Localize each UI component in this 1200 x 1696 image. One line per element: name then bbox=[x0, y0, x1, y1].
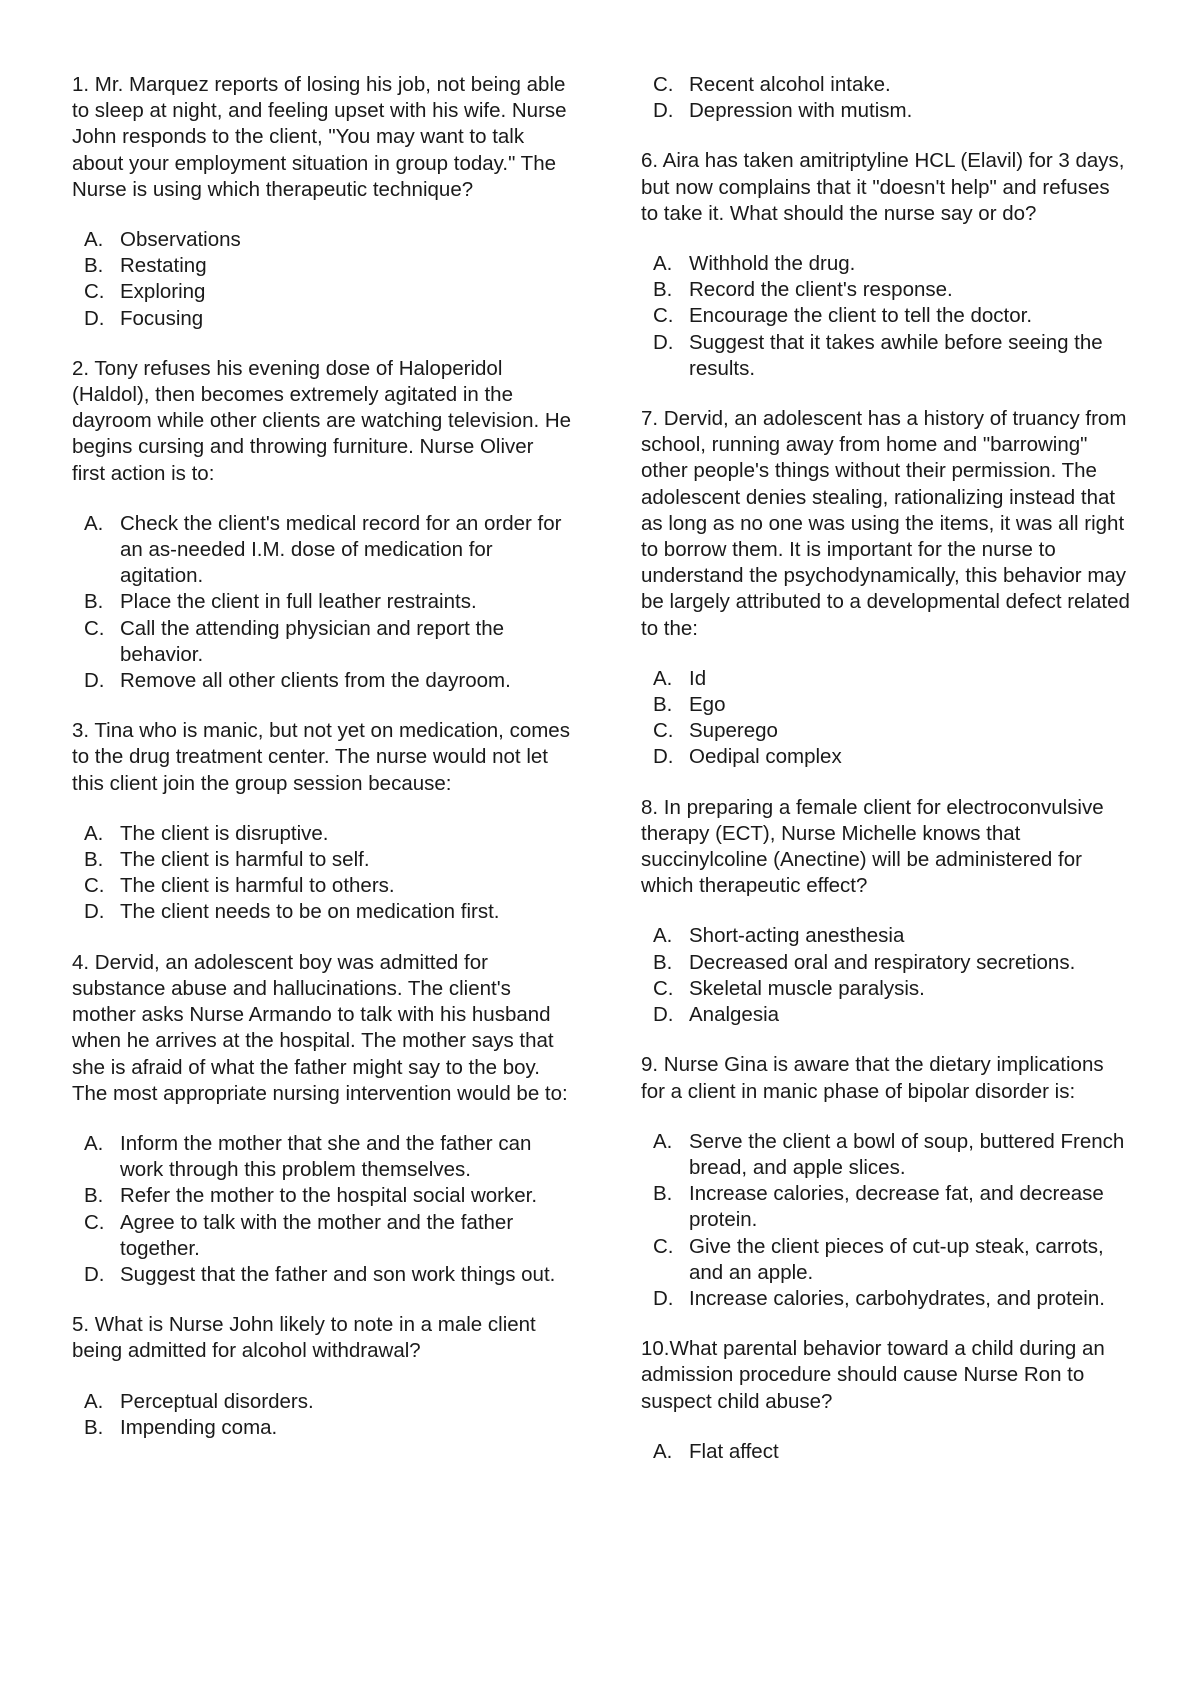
question-7 bbox=[641, 406, 1131, 771]
option-c bbox=[641, 303, 1131, 329]
option-b bbox=[641, 950, 1131, 976]
option-letter: D. bbox=[84, 669, 105, 693]
option-c bbox=[641, 1234, 1131, 1286]
option-text: Withhold the drug. bbox=[689, 252, 856, 276]
option-text: Perceptual disorders. bbox=[120, 1389, 314, 1413]
option-letter: A. bbox=[653, 924, 673, 948]
options-list bbox=[641, 251, 1131, 382]
option-text: Inform the mother that she and the father can work through this problem themselves. bbox=[120, 1131, 532, 1182]
option-text: Serve the client a bowl of soup, buttered French bread, and apple slices. bbox=[689, 1129, 1125, 1179]
option-b bbox=[72, 847, 572, 873]
option-text: The client is disruptive. bbox=[120, 821, 329, 845]
option-letter: C. bbox=[84, 874, 105, 898]
option-c bbox=[72, 873, 572, 899]
option-d bbox=[641, 330, 1131, 382]
option-letter: C. bbox=[653, 304, 674, 328]
option-text: Superego bbox=[689, 719, 778, 743]
option-a bbox=[641, 923, 1131, 949]
option-letter: A. bbox=[653, 1439, 673, 1463]
option-a bbox=[641, 666, 1131, 692]
option-letter: D. bbox=[653, 330, 674, 354]
question-stem: 3. Tina who is manic, but not yet on medication, comes to the drug treatment center. The nurse would not let this client join the group session because: bbox=[72, 719, 570, 795]
option-text: Oedipal complex bbox=[689, 745, 842, 769]
option-letter: B. bbox=[653, 693, 673, 717]
option-letter: D. bbox=[653, 99, 674, 123]
question-stem: 5. What is Nurse John likely to note in a male client being admitted for alcohol withdrawal? bbox=[72, 1313, 536, 1363]
option-text: Analgesia bbox=[689, 1003, 780, 1027]
question-10 bbox=[641, 1336, 1131, 1465]
question-3 bbox=[72, 718, 572, 925]
question-5 bbox=[72, 1312, 572, 1441]
option-letter: D. bbox=[653, 1286, 674, 1310]
option-d bbox=[72, 899, 572, 925]
option-a bbox=[72, 1131, 572, 1183]
option-d bbox=[641, 98, 1131, 124]
options-list bbox=[72, 511, 572, 694]
option-a bbox=[641, 251, 1131, 277]
option-a bbox=[72, 821, 572, 847]
option-d bbox=[641, 1002, 1131, 1028]
option-letter: B. bbox=[84, 1184, 104, 1208]
option-text: Suggest that the father and son work things out. bbox=[120, 1262, 556, 1286]
option-letter: A. bbox=[84, 821, 104, 845]
question-stem: 7. Dervid, an adolescent has a history of truancy from school, running away from home and "barrowing" other people's things without their permission. The adolescent denies stealing, rationalizing instead that as long as no one was using the items, it was all right to borrow them. It is important for the nurse to understand the psychodynamically, this behavior may be largely attributed to a developmental defect related to the: bbox=[641, 407, 1130, 640]
options-list bbox=[72, 1389, 572, 1441]
option-text: Remove all other clients from the dayroom. bbox=[120, 669, 511, 693]
option-text: Increase calories, decrease fat, and decrease protein. bbox=[689, 1182, 1104, 1232]
options-list bbox=[641, 1439, 1131, 1465]
option-text: Restating bbox=[120, 254, 207, 278]
option-b bbox=[72, 589, 572, 615]
option-letter: D. bbox=[653, 745, 674, 769]
option-letter: B. bbox=[84, 254, 104, 278]
question-8 bbox=[641, 795, 1131, 1029]
option-text: Flat affect bbox=[689, 1439, 779, 1463]
option-letter: B. bbox=[653, 1182, 673, 1206]
question-6 bbox=[641, 148, 1131, 382]
options-list bbox=[641, 1129, 1131, 1312]
option-letter: A. bbox=[84, 511, 104, 535]
option-text: Increase calories, carbohydrates, and protein. bbox=[689, 1286, 1105, 1310]
option-text: Recent alcohol intake. bbox=[689, 73, 891, 96]
option-b bbox=[72, 1415, 572, 1441]
option-letter: B. bbox=[84, 590, 104, 614]
options-list bbox=[72, 1131, 572, 1288]
option-c bbox=[72, 616, 572, 668]
option-letter: D. bbox=[84, 306, 105, 330]
option-letter: A. bbox=[84, 1131, 104, 1155]
option-letter: C. bbox=[84, 280, 105, 304]
options-list bbox=[641, 72, 1131, 124]
option-text: Short-acting anesthesia bbox=[689, 924, 905, 948]
options-list bbox=[72, 227, 572, 332]
option-text: Exploring bbox=[120, 280, 206, 304]
option-d bbox=[72, 1262, 572, 1288]
option-a bbox=[72, 227, 572, 253]
left-column bbox=[72, 72, 572, 1465]
option-text: The client is harmful to others. bbox=[120, 874, 395, 898]
option-letter: A. bbox=[653, 1129, 673, 1153]
question-4 bbox=[72, 950, 572, 1288]
option-c bbox=[72, 1210, 572, 1262]
option-c bbox=[641, 72, 1131, 98]
option-text: Skeletal muscle paralysis. bbox=[689, 976, 925, 1000]
option-b bbox=[641, 1181, 1131, 1233]
option-text: Focusing bbox=[120, 306, 204, 330]
option-b bbox=[72, 253, 572, 279]
option-text: Record the client's response. bbox=[689, 278, 953, 302]
question-stem: 1. Mr. Marquez reports of losing his job, not being able to sleep at night, and feeling upset with his wife. Nurse John responds to the client, "You may want to talk about your employment situation in group today." The Nurse is using which therapeutic technique? bbox=[72, 73, 567, 201]
question-1 bbox=[72, 72, 572, 332]
option-letter: C. bbox=[653, 719, 674, 743]
option-d bbox=[72, 306, 572, 332]
option-d bbox=[641, 1286, 1131, 1312]
option-letter: A. bbox=[653, 252, 673, 276]
option-c bbox=[641, 976, 1131, 1002]
question-stem: 9. Nurse Gina is aware that the dietary implications for a client in manic phase of bipolar disorder is: bbox=[641, 1053, 1104, 1103]
question-stem: 10.What parental behavior toward a child during an admission procedure should cause Nurse Ron to suspect child abuse? bbox=[641, 1337, 1105, 1413]
option-text: Check the client's medical record for an order for an as-needed I.M. dose of medication for agitation. bbox=[120, 511, 562, 588]
options-list bbox=[641, 666, 1131, 771]
option-text: Refer the mother to the hospital social worker. bbox=[120, 1184, 538, 1208]
option-a bbox=[641, 1129, 1131, 1181]
option-b bbox=[72, 1183, 572, 1209]
option-text: Ego bbox=[689, 693, 726, 717]
option-a bbox=[72, 1389, 572, 1415]
option-text: Id bbox=[689, 666, 707, 690]
question-stem: 6. Aira has taken amitriptyline HCL (Elavil) for 3 days, but now complains that it "doesn't help" and refuses to take it. What should the nurse say or do? bbox=[641, 149, 1125, 225]
option-text: Suggest that it takes awhile before seeing the results. bbox=[689, 330, 1103, 380]
option-b bbox=[641, 692, 1131, 718]
option-text: The client needs to be on medication first. bbox=[120, 900, 500, 924]
option-letter: D. bbox=[84, 1262, 105, 1286]
option-letter: D. bbox=[84, 900, 105, 924]
option-letter: C. bbox=[653, 73, 674, 96]
option-b bbox=[641, 277, 1131, 303]
option-text: Call the attending physician and report the behavior. bbox=[120, 616, 505, 666]
option-text: Decreased oral and respiratory secretions. bbox=[689, 950, 1076, 974]
question-2 bbox=[72, 356, 572, 694]
option-c bbox=[72, 279, 572, 305]
option-text: Place the client in full leather restraints. bbox=[120, 590, 477, 614]
option-text: Encourage the client to tell the doctor. bbox=[689, 304, 1033, 328]
option-text: Give the client pieces of cut-up steak, carrots, and an apple. bbox=[689, 1234, 1104, 1284]
option-c bbox=[641, 718, 1131, 744]
option-letter: A. bbox=[653, 666, 673, 690]
option-letter: B. bbox=[653, 278, 673, 302]
option-letter: C. bbox=[84, 1210, 105, 1234]
option-letter: B. bbox=[84, 848, 104, 872]
question-5-continued bbox=[641, 72, 1131, 124]
option-letter: D. bbox=[653, 1003, 674, 1027]
question-stem: 2. Tony refuses his evening dose of Haloperidol (Haldol), then becomes extremely agitated in the dayroom while other clients are watching television. He begins cursing and throwing furniture. Nurse Oliver first action is to: bbox=[72, 356, 572, 485]
option-text: Depression with mutism. bbox=[689, 99, 913, 123]
option-letter: A. bbox=[84, 1389, 104, 1413]
question-stem: 4. Dervid, an adolescent boy was admitted for substance abuse and hallucinations. The client's mother asks Nurse Armando to talk with his husband when he arrives at the hospital. The mother says that she is afraid of what the father might say to the boy. The most appropriate nursing intervention would be to: bbox=[72, 950, 568, 1105]
option-letter: B. bbox=[653, 950, 673, 974]
options-list bbox=[641, 923, 1131, 1028]
option-letter: A. bbox=[84, 228, 104, 252]
right-column bbox=[641, 72, 1131, 1489]
option-letter: C. bbox=[84, 616, 105, 640]
option-text: Observations bbox=[120, 228, 241, 252]
option-d bbox=[641, 744, 1131, 770]
option-a bbox=[72, 511, 572, 590]
option-text: Agree to talk with the mother and the father together. bbox=[120, 1210, 514, 1260]
option-text: The client is harmful to self. bbox=[120, 848, 370, 872]
option-letter: C. bbox=[653, 1234, 674, 1258]
question-stem: 8. In preparing a female client for electroconvulsive therapy (ECT), Nurse Michelle knows that succinylcoline (Anectine) will be administered for which therapeutic effect? bbox=[641, 795, 1104, 898]
option-a bbox=[641, 1439, 1131, 1465]
options-list bbox=[72, 821, 572, 926]
option-letter: C. bbox=[653, 976, 674, 1000]
question-9 bbox=[641, 1052, 1131, 1312]
option-d bbox=[72, 668, 572, 694]
option-text: Impending coma. bbox=[120, 1415, 278, 1439]
option-letter: B. bbox=[84, 1415, 104, 1439]
